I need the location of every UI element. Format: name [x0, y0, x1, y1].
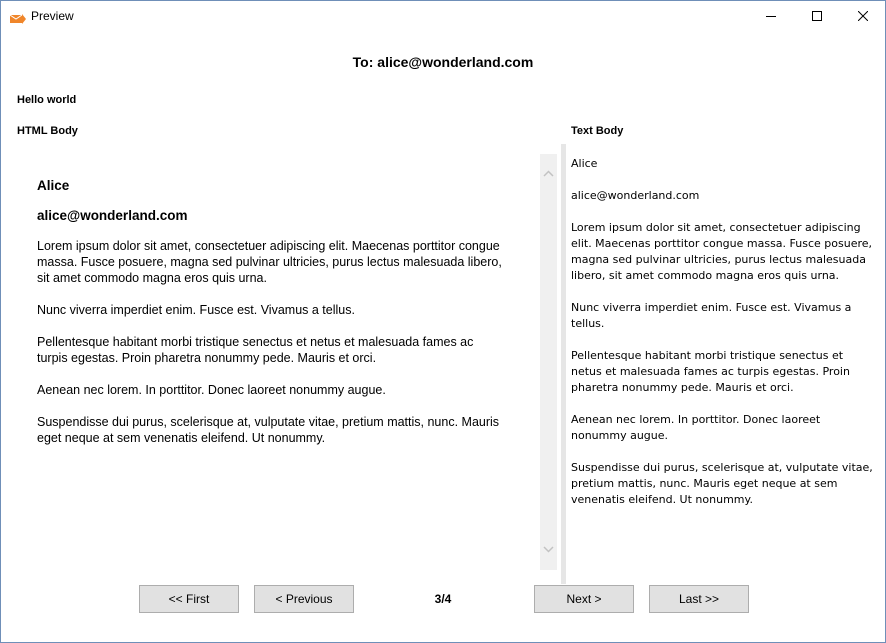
html-body-paragraph: Aenean nec lorem. In porttitor. Donec laoreet nonummy augue. — [37, 383, 386, 397]
pane-splitter[interactable] — [561, 144, 566, 584]
text-body-pane[interactable] — [571, 156, 876, 524]
minimize-icon — [766, 11, 776, 21]
text-body-paragraph: Lorem ipsum dolor sit amet, consectetuer adipiscing elit. Maecenas porttitor congue massa. Fusce posuere, magna sed pulvinar ultricies, purus lectus malesuada libero, sit amet commodo magna eros quis urna. — [571, 221, 873, 282]
html-body-paragraph: Pellentesque habitant morbi tristique senectus et netus et malesuada fames ac turpis egestas. Proin pharetra nonummy pede. Mauris et orci. — [37, 335, 474, 365]
next-button[interactable]: Next > — [534, 585, 634, 613]
text-body-name: Alice — [571, 157, 598, 170]
title-bar[interactable] — [1, 1, 885, 31]
recipient-line: To: alice@wonderland.com — [352, 54, 534, 70]
scroll-up-button[interactable] — [540, 166, 557, 180]
last-button[interactable]: Last >> — [649, 585, 749, 613]
page-indicator: 3/4 — [434, 592, 452, 606]
html-body-name: Alice — [37, 178, 70, 193]
envelope-arrow-icon — [10, 11, 26, 21]
text-body-paragraph: Pellentesque habitant morbi tristique senectus et netus et malesuada fames ac turpis egestas. Proin pharetra nonummy pede. Mauris et orci. — [571, 349, 850, 394]
text-body-paragraph: Nunc viverra imperdiet enim. Fusce est. Vivamus a tellus. — [571, 301, 852, 330]
html-body-paragraph: Suspendisse dui purus, scelerisque at, vulputate vitae, pretium mattis, nunc. Mauris eget neque at sem venenatis eleifend. Ut nonummy. — [37, 415, 500, 445]
html-body-content — [37, 178, 507, 462]
html-body-email: alice@wonderland.com — [37, 208, 188, 223]
maximize-button[interactable] — [794, 1, 840, 31]
window-title: Preview — [31, 9, 74, 23]
text-body-label: Text Body — [571, 125, 624, 137]
previous-button[interactable]: < Previous — [254, 585, 354, 613]
html-body-pane[interactable] — [17, 154, 557, 570]
text-body-paragraph: Suspendisse dui purus, scelerisque at, vulputate vitae, pretium mattis, nunc. Mauris eget neque at sem venenatis eleifend. Ut nonummy. — [571, 461, 873, 506]
chevron-down-icon — [543, 546, 554, 553]
first-button[interactable]: << First — [139, 585, 239, 613]
html-body-paragraph: Lorem ipsum dolor sit amet, consectetuer adipiscing elit. Maecenas porttitor congue massa. Fusce posuere, magna sed pulvinar ultricies, purus lectus malesuada libero, sit amet commodo magna eros quis urna. — [37, 239, 502, 285]
scroll-down-button[interactable] — [540, 542, 557, 556]
close-button[interactable] — [840, 1, 886, 31]
html-body-scrollbar[interactable] — [540, 154, 557, 570]
html-body-label: HTML Body — [17, 125, 78, 137]
chevron-up-icon — [543, 170, 554, 177]
html-body-paragraph: Nunc viverra imperdiet enim. Fusce est. Vivamus a tellus. — [37, 303, 355, 317]
subject-line: Hello world — [17, 94, 77, 106]
text-body-paragraph: Aenean nec lorem. In porttitor. Donec laoreet nonummy augue. — [571, 413, 821, 442]
close-icon — [858, 11, 868, 21]
minimize-button[interactable] — [748, 1, 794, 31]
text-body-email: alice@wonderland.com — [571, 189, 700, 202]
maximize-icon — [812, 11, 822, 21]
